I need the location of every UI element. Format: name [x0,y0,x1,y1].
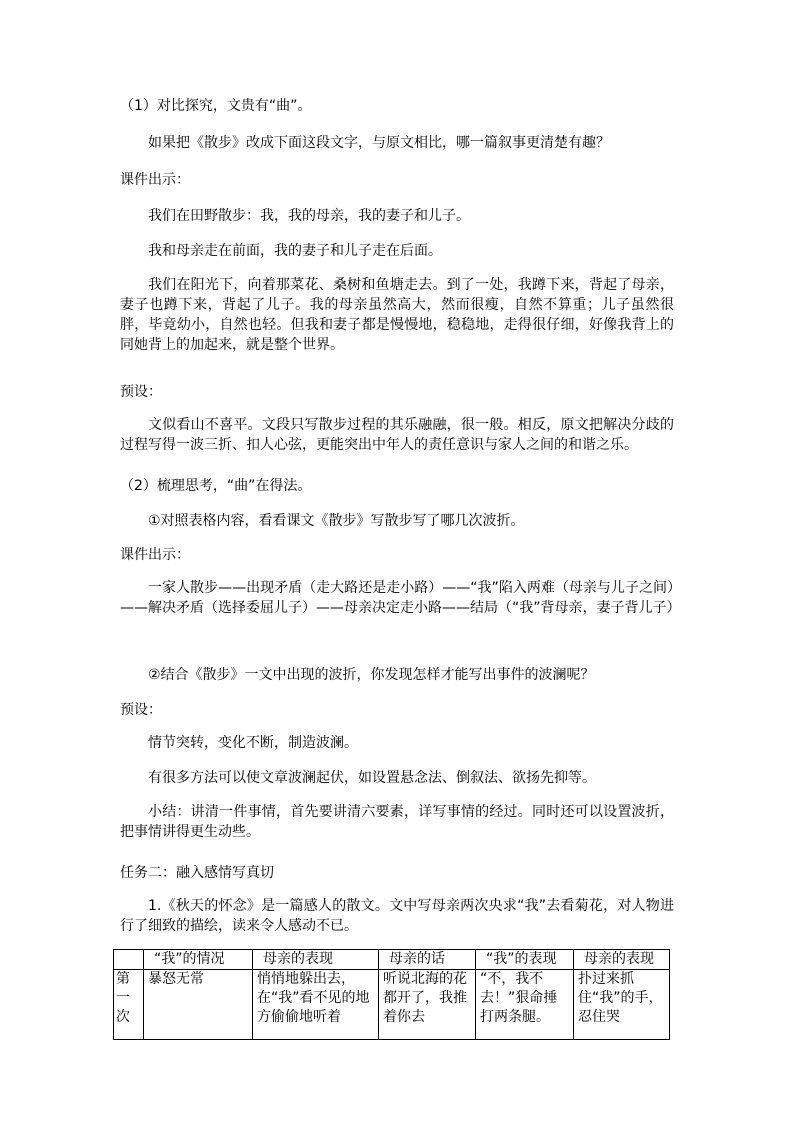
section-heading-2: （2）梳理思考，“曲”在得法。 [120,478,312,494]
courseware-label-2: 课件出示： [120,547,190,563]
rewrite-line-2: 我和母亲走在前面，我的妻子和儿子走在后面。 [148,243,442,259]
table-header-cell [114,950,144,970]
table-cell: 悄悄地躲出去，在“我”看不见的地方偷偷地听着 [253,970,379,1040]
task-instruction-1: ①对照表格内容，看看课文《散步》写散步写了哪几次波折。 [148,513,525,529]
table-cell: “不，我不去！”狠命捶打两条腿。 [476,970,574,1040]
preset-answer-2: 有很多方法可以使文章波澜起伏，如设置悬念法、倒叙法、欲扬先抑等。 [148,770,596,786]
section-heading-1: （1）对比探究，文贵有“曲”。 [120,98,312,114]
row-label-cell: 第一次 [114,970,144,1040]
table-cell: 暴怒无常 [144,970,253,1040]
rewrite-line-1: 我们在田野散步：我，我的母亲，我的妻子和儿子。 [148,208,470,224]
rewrite-paragraph: 我们在阳光下，向着那菜花、桑树和鱼塘走去。到了一处，我蹲下来，背起了母亲，妻子也蹲下来，背起了儿子。我的母亲虽然高大，然而很瘦，自然不算重；儿子虽然很胖，毕竟幼小，自然也轻。但我和妻子都是慢慢地，稳稳地，走得很仔细，好像我背上的同她背上的加起来，就是整个世界。 [120,277,674,353]
task-two-heading: 任务二：融入感情写真切 [120,865,274,881]
table-header-cell: 母亲的话 [379,950,476,970]
table-header-cell: 母亲的表现 [574,950,670,970]
question-text: 如果把《散步》改成下面这段文字，与原文相比，哪一篇叙事更清楚有趣？ [148,135,610,151]
plot-flow-paragraph: 一家人散步——出现矛盾（走大路还是走小路）——“我”陷入两难（母亲与儿子之间）——解决矛盾（选择委屈儿子）——母亲决定走小路——结局（“我”背母亲，妻子背儿子） [120,580,681,616]
preset-answer-1: 情节突转，变化不断，制造波澜。 [148,735,358,751]
summary-paragraph: 小结：讲清一件事情，首先要讲清六要素，详写事情的经过。同时还可以设置波折，把事情讲得更生动些。 [120,804,674,840]
table-header-cell: “我”的表现 [476,950,574,970]
task-instruction-2: ②结合《散步》一文中出现的波折，你发现怎样才能写出事件的波澜呢？ [148,667,595,683]
table-cell: 扑过来抓住“我”的手，忍住哭 [574,970,670,1040]
table-cell: 听说北海的花都开了，我推着你去 [379,970,476,1040]
table-row [114,970,670,1040]
preset-paragraph: 文似看山不喜平。文段只写散步过程的其乐融融，很一般。相反，原文把解决分歧的过程写得一波三折、扣人心弦，更能突出中年人的责任意识与家人之间的和谐之乐。 [120,417,674,453]
preset-label: 预设： [120,384,162,400]
comparison-table [113,949,670,1040]
task-two-intro: 1.《秋天的怀念》是一篇感人的散文。文中写母亲两次央求“我”去看菊花，对人物进行了细致的描绘，读来令人感动不已。 [120,898,674,934]
table-header-row [114,950,670,970]
preset-label-2: 预设： [120,702,162,718]
table-header-cell: “我”的情况 [144,950,253,970]
courseware-label: 课件出示： [120,172,190,188]
table-header-cell: 母亲的表现 [253,950,379,970]
